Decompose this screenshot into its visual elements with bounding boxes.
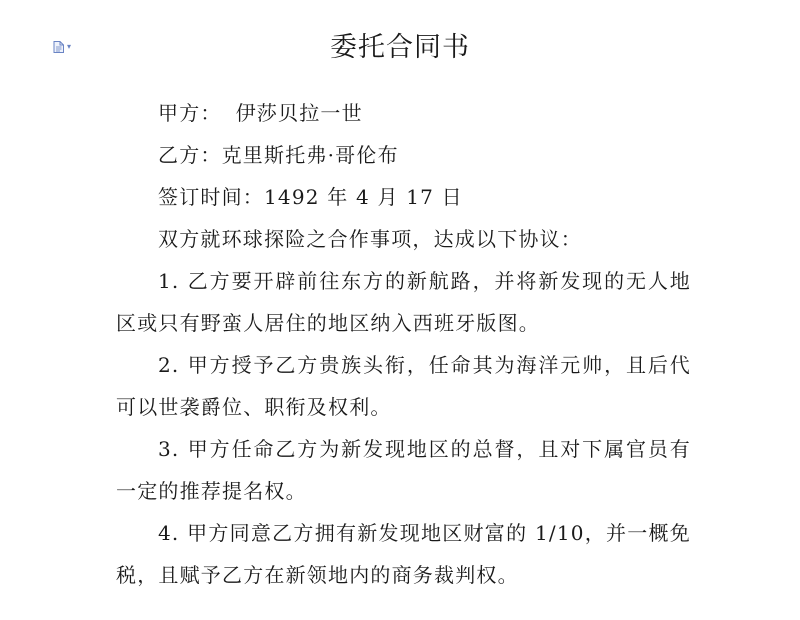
- signing-date-value: 1492 年 4 月 17 日: [264, 185, 463, 209]
- signing-date-label: 签订时间：: [158, 185, 264, 209]
- party-a-line: [116, 92, 691, 134]
- document-body: [116, 92, 691, 596]
- party-b-value: 克里斯托弗·哥伦布: [221, 143, 399, 167]
- signing-date-line: [116, 176, 691, 218]
- document-title: 委托合同书: [330, 32, 470, 63]
- party-b-line: [116, 134, 691, 176]
- party-a-label: 甲方：: [158, 101, 222, 125]
- party-b-label: 乙方：: [158, 143, 222, 167]
- clause-4: 4. 甲方同意乙方拥有新发现地区财富的 1/10，并一概免税，且赋予乙方在新领地内的商务裁判权。: [116, 521, 691, 587]
- agreement-intro: 双方就环球探险之合作事项，达成以下协议：: [158, 227, 582, 251]
- party-a-value: 伊莎贝拉一世: [235, 101, 363, 125]
- clause-1: 1. 乙方要开辟前往东方的新航路，并将新发现的无人地区或只有野蛮人居住的地区纳入西班牙版图。: [116, 269, 691, 335]
- clause-3: 3. 甲方任命乙方为新发现地区的总督，且对下属官员有一定的推荐提名权。: [116, 437, 691, 503]
- chevron-down-icon[interactable]: ▾: [67, 42, 72, 51]
- clause-2: 2. 甲方授予乙方贵族头衔，任命其为海洋元帅，且后代可以世袭爵位、职衔及权利。: [116, 353, 691, 419]
